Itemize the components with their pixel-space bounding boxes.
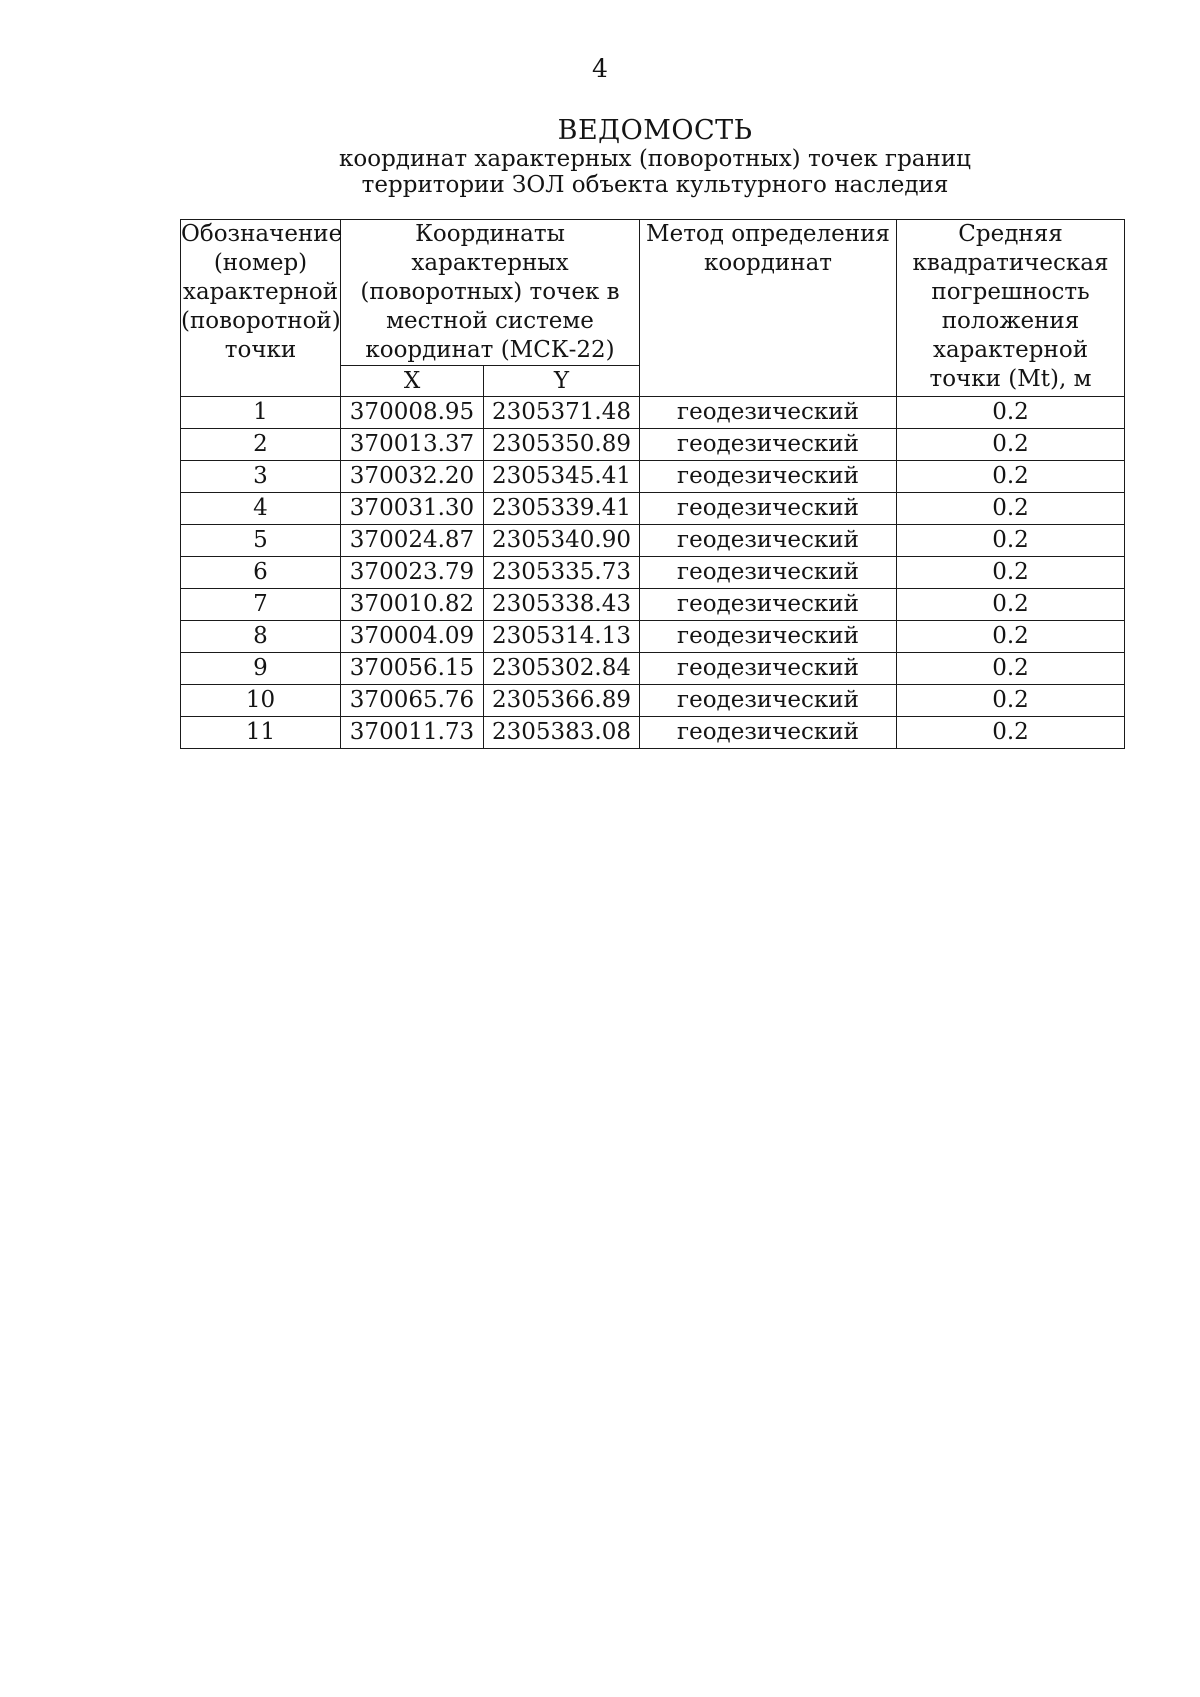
- header-designation-line: (поворотной): [181, 308, 341, 334]
- y-coordinate-cell: 2305345.41: [484, 461, 640, 493]
- header-error-line: точки (Mt), м: [929, 366, 1092, 392]
- method-cell: геодезический: [640, 397, 897, 429]
- header-mean-square-error: [897, 220, 1125, 397]
- mean-square-error-cell: 0.2: [897, 717, 1125, 749]
- header-coordinates-line: (поворотных) точек в: [360, 279, 620, 305]
- table-row: [181, 557, 1125, 589]
- table-row: [181, 653, 1125, 685]
- point-number-cell: 5: [181, 525, 341, 557]
- x-coordinate-cell: 370013.37: [341, 429, 484, 461]
- header-designation-line: (номер): [213, 250, 308, 276]
- method-cell: геодезический: [640, 557, 897, 589]
- point-number-cell: 3: [181, 461, 341, 493]
- document-subtitle-line-2: территории ЗОЛ объекта культурного наследия: [361, 172, 949, 198]
- coordinates-table: [180, 219, 1125, 749]
- method-cell: геодезический: [640, 461, 897, 493]
- table-row: [181, 397, 1125, 429]
- header-designation: [181, 220, 341, 397]
- point-number-cell: 1: [181, 397, 341, 429]
- point-number-cell: 7: [181, 589, 341, 621]
- header-error-line: характерной: [932, 337, 1089, 363]
- x-coordinate-cell: 370008.95: [341, 397, 484, 429]
- title-block: [0, 116, 1200, 198]
- header-designation-line: точки: [224, 337, 297, 363]
- header-coordinates-line: координат (МСК-22): [365, 337, 615, 363]
- x-coordinate-cell: 370056.15: [341, 653, 484, 685]
- page-number: 4: [592, 54, 608, 83]
- y-coordinate-cell: 2305339.41: [484, 493, 640, 525]
- table-row: [181, 621, 1125, 653]
- table-row: [181, 525, 1125, 557]
- point-number-cell: 9: [181, 653, 341, 685]
- x-coordinate-cell: 370032.20: [341, 461, 484, 493]
- point-number-cell: 6: [181, 557, 341, 589]
- point-number-cell: 10: [181, 685, 341, 717]
- mean-square-error-cell: 0.2: [897, 653, 1125, 685]
- table-row: [181, 589, 1125, 621]
- header-x: X: [341, 366, 484, 397]
- mean-square-error-cell: 0.2: [897, 525, 1125, 557]
- y-coordinate-cell: 2305340.90: [484, 525, 640, 557]
- mean-square-error-cell: 0.2: [897, 589, 1125, 621]
- header-error-line: погрешность: [931, 279, 1090, 305]
- x-coordinate-cell: 370004.09: [341, 621, 484, 653]
- method-cell: геодезический: [640, 653, 897, 685]
- header-y: Y: [484, 366, 640, 397]
- mean-square-error-cell: 0.2: [897, 557, 1125, 589]
- x-coordinate-cell: 370024.87: [341, 525, 484, 557]
- point-number-cell: 4: [181, 493, 341, 525]
- header-coordinates-line: местной системе: [386, 308, 594, 334]
- x-coordinate-cell: 370011.73: [341, 717, 484, 749]
- y-coordinate-cell: 2305338.43: [484, 589, 640, 621]
- method-cell: геодезический: [640, 589, 897, 621]
- point-number-cell: 2: [181, 429, 341, 461]
- document-subtitle-line-1: координат характерных (поворотных) точек границ: [339, 146, 971, 172]
- method-cell: геодезический: [640, 717, 897, 749]
- mean-square-error-cell: 0.2: [897, 685, 1125, 717]
- document-title: ВЕДОМОСТЬ: [557, 115, 753, 146]
- method-cell: геодезический: [640, 429, 897, 461]
- method-cell: геодезический: [640, 493, 897, 525]
- mean-square-error-cell: 0.2: [897, 461, 1125, 493]
- table-header: [181, 220, 1125, 397]
- mean-square-error-cell: 0.2: [897, 429, 1125, 461]
- table-row: [181, 493, 1125, 525]
- y-coordinate-cell: 2305383.08: [484, 717, 640, 749]
- mean-square-error-cell: 0.2: [897, 621, 1125, 653]
- header-error-line: квадратическая: [912, 250, 1109, 276]
- y-coordinate-cell: 2305302.84: [484, 653, 640, 685]
- header-designation-line: характерной: [182, 279, 339, 305]
- y-coordinate-cell: 2305314.13: [484, 621, 640, 653]
- table-row: [181, 717, 1125, 749]
- mean-square-error-cell: 0.2: [897, 397, 1125, 429]
- y-coordinate-cell: 2305366.89: [484, 685, 640, 717]
- header-designation-line: Обозначение: [181, 221, 343, 247]
- header-error-line: Средняя: [958, 221, 1063, 247]
- header-method-line: координат: [703, 250, 833, 276]
- method-cell: геодезический: [640, 685, 897, 717]
- header-method: [640, 220, 897, 397]
- mean-square-error-cell: 0.2: [897, 493, 1125, 525]
- y-coordinate-cell: 2305371.48: [484, 397, 640, 429]
- x-coordinate-cell: 370031.30: [341, 493, 484, 525]
- header-coordinates-line: характерных: [411, 250, 569, 276]
- x-coordinate-cell: 370065.76: [341, 685, 484, 717]
- x-coordinate-cell: 370023.79: [341, 557, 484, 589]
- table-row: [181, 461, 1125, 493]
- point-number-cell: 11: [181, 717, 341, 749]
- x-coordinate-cell: 370010.82: [341, 589, 484, 621]
- table-row: [181, 429, 1125, 461]
- header-coordinates-line: Координаты: [415, 221, 565, 247]
- header-coordinates: [341, 220, 640, 366]
- header-method-line: Метод определения: [646, 221, 890, 247]
- y-coordinate-cell: 2305350.89: [484, 429, 640, 461]
- point-number-cell: 8: [181, 621, 341, 653]
- table-body: [181, 397, 1125, 749]
- table-row: [181, 685, 1125, 717]
- method-cell: геодезический: [640, 621, 897, 653]
- y-coordinate-cell: 2305335.73: [484, 557, 640, 589]
- header-error-line: положения: [941, 308, 1080, 334]
- method-cell: геодезический: [640, 525, 897, 557]
